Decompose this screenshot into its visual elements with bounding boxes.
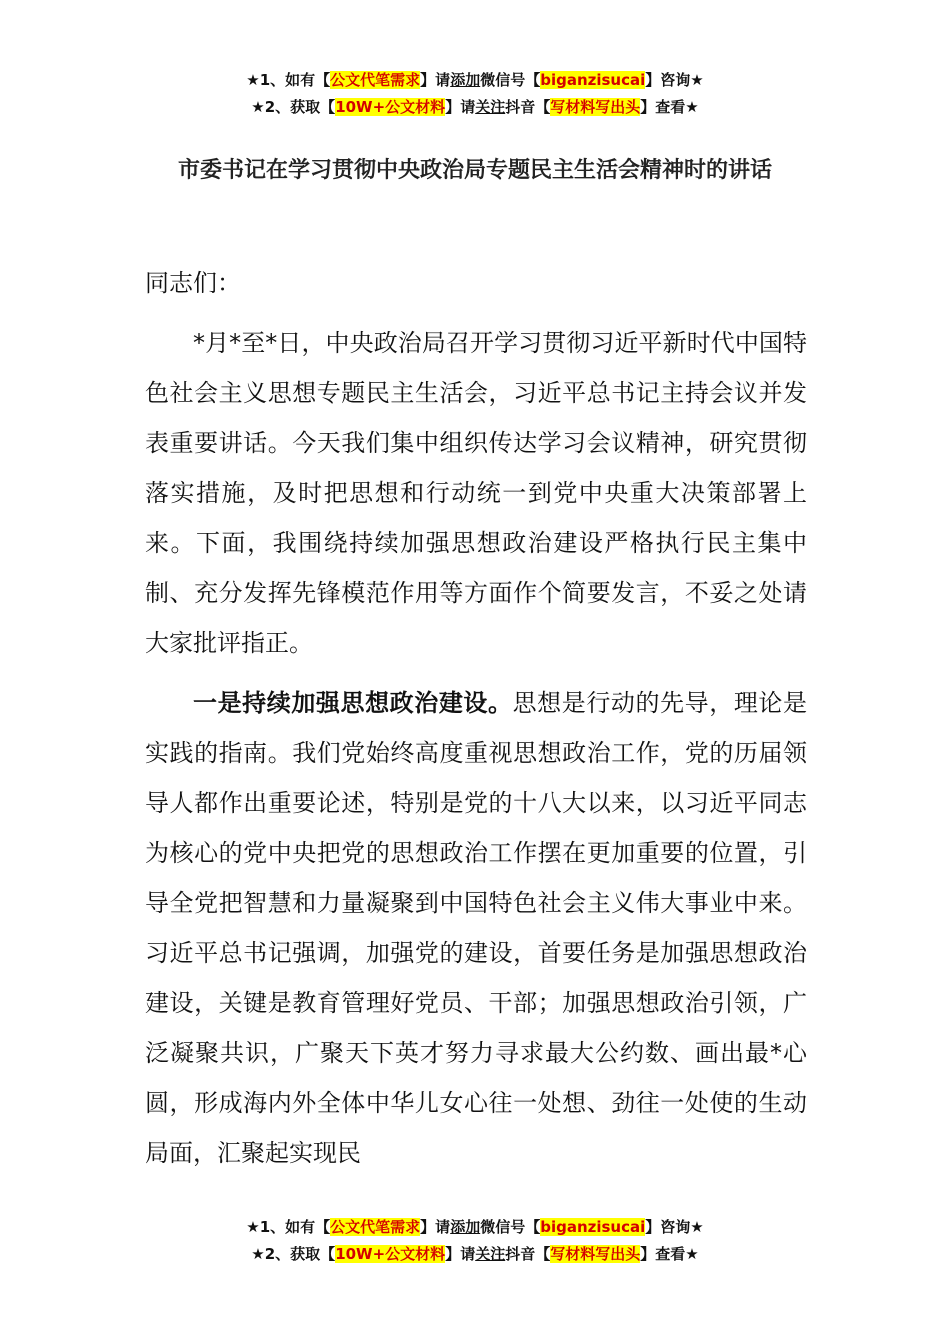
banner-highlight: 写材料写出头 (550, 1245, 641, 1263)
header-banner (0, 67, 950, 121)
banner-highlight: biganzisucai (540, 1218, 646, 1236)
banner-line-1: ★1、如有【公文代笔需求】请添加微信号【biganzisucai】咨询★ (246, 71, 704, 89)
banner-highlight: 10W+公文材料 (335, 1245, 446, 1263)
banner-line-2: ★2、获取【10W+公文材料】请关注抖音【写材料写出头】查看★ (251, 98, 699, 116)
greeting: 同志们： (145, 269, 241, 297)
paragraph-text: *月*至*日，中央政治局召开学习贯彻习近平新时代中国特色社会主义思想专题民主生活会，习近平总书记主持会议并发表重要讲话。今天我们集中组织传达学习会议精神，研究贯彻落实措施，及时把思想和行动统一到党中央重大决策部署上来。下面，我围绕持续加强思想政治建设严格执行民主集中制、充分发挥先锋模范作用等方面作个简要发言，不妥之处请大家批评指正。 (145, 329, 807, 657)
document-title: 市委书记在学习贯彻中央政治局专题民主生活会精神时的讲话 (177, 158, 772, 183)
paragraph-lead: 一是持续加强思想政治建设。 (193, 689, 513, 717)
banner-highlight: 写材料写出头 (550, 98, 641, 116)
banner-highlight: biganzisucai (540, 71, 646, 89)
paragraph-body: 思想是行动的先导，理论是实践的指南。我们党始终高度重视思想政治工作，党的历届领导人都作出重要论述，特别是党的十八大以来，以习近平同志为核心的党中央把党的思想政治工作摆在更加重要的位置，引导全党把智慧和力量凝聚到中国特色社会主义伟大事业中来。习近平总书记强调，加强党的建设，首要任务是加强思想政治建设，关键是教育管理好党员、干部；加强思想政治引领，广泛凝聚共识，广聚天下英才努力寻求最大公约数、画出最*心圆，形成海内外全体中华儿女心往一处想、劲往一处使的生动局面，汇聚起实现民 (145, 689, 808, 1167)
paragraph-2 (145, 678, 807, 1178)
banner-line-2: ★2、获取【10W+公文材料】请关注抖音【写材料写出头】查看★ (251, 1245, 699, 1263)
footer-banner (0, 1214, 950, 1268)
banner-line-1: ★1、如有【公文代笔需求】请添加微信号【biganzisucai】咨询★ (246, 1218, 704, 1236)
paragraph-1 (145, 318, 807, 668)
paragraph-text (145, 678, 807, 1178)
banner-highlight: 公文代笔需求 (330, 71, 421, 89)
banner-highlight: 公文代笔需求 (330, 1218, 421, 1236)
banner-highlight: 10W+公文材料 (335, 98, 446, 116)
